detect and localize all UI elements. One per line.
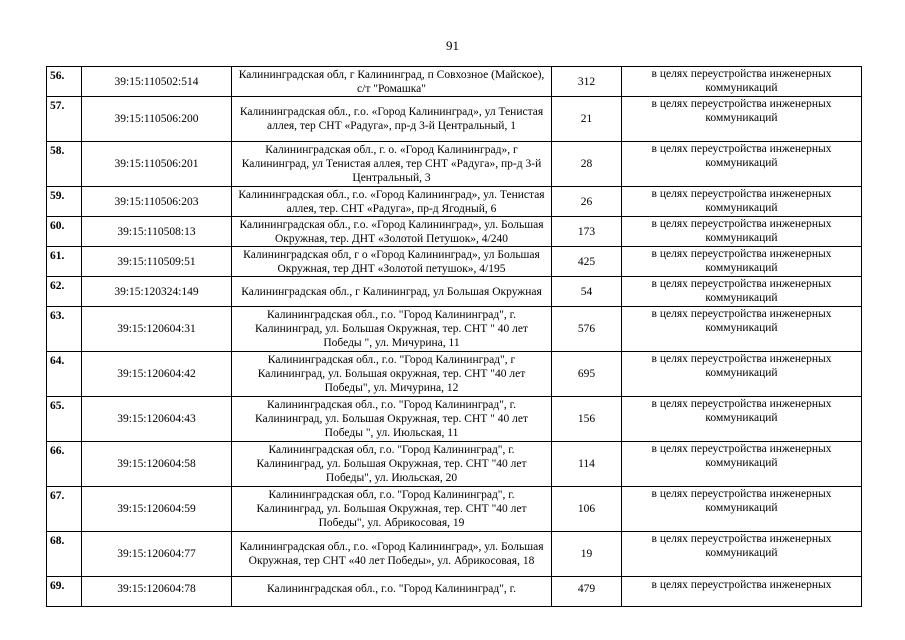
table-row (47, 307, 862, 352)
plot-area: 26 (552, 187, 622, 217)
table-row (47, 532, 862, 577)
plot-purpose: в целях переустройства инженерных коммуникаций (622, 97, 862, 142)
plot-area: 695 (552, 352, 622, 397)
cadastral-number: 39:15:110506:200 (82, 97, 232, 142)
table-row (47, 277, 862, 307)
plot-purpose: в целях переустройства инженерных (622, 577, 862, 607)
cadastral-number: 39:15:120604:77 (82, 532, 232, 577)
table-row (47, 487, 862, 532)
row-number: 56. (47, 67, 82, 97)
row-number: 62. (47, 277, 82, 307)
plot-area: 479 (552, 577, 622, 607)
plot-purpose: в целях переустройства инженерных коммуникаций (622, 187, 862, 217)
table-row (47, 577, 862, 607)
plot-address: Калининградская обл., г.о. «Город Калининград», ул. Большая Окружная, тер. ДНТ «Золотой Петушок», 4/240 (232, 217, 552, 247)
plot-area: 173 (552, 217, 622, 247)
plot-purpose: в целях переустройства инженерных коммуникаций (622, 532, 862, 577)
plot-area: 425 (552, 247, 622, 277)
plot-address: Калининградская обл, г о «Город Калининград», ул Большая Окружная, тер ДНТ «Золотой петушок», 4/195 (232, 247, 552, 277)
plot-address: Калининградская обл, г.о. "Город Калининград", г. Калининград, ул. Большая Окружная, тер. СНТ "40 лет Победы", ул. Июльская, 20 (232, 442, 552, 487)
cadastral-number: 39:15:120604:42 (82, 352, 232, 397)
cadastral-number: 39:15:110506:203 (82, 187, 232, 217)
table-row (47, 97, 862, 142)
row-number: 63. (47, 307, 82, 352)
plot-area: 106 (552, 487, 622, 532)
table-row (47, 187, 862, 217)
plot-area: 312 (552, 67, 622, 97)
cadastral-number: 39:15:120604:31 (82, 307, 232, 352)
plot-area: 114 (552, 442, 622, 487)
plot-address: Калининградская обл, г.о. "Город Калининград", г. Калининград, ул. Большая Окружная, тер. СНТ "40 лет Победы", ул. Абрикосовая, 19 (232, 487, 552, 532)
table-row (47, 442, 862, 487)
table-row (47, 142, 862, 187)
cadastral-number: 39:15:110508:13 (82, 217, 232, 247)
plot-area: 21 (552, 97, 622, 142)
plot-area: 156 (552, 397, 622, 442)
cadastral-number: 39:15:120604:43 (82, 397, 232, 442)
plot-address: Калининградская обл., г. о. «Город Калининград», г Калининград, ул Тенистая аллея, тер СНТ «Радуга», пр-д 3-й Центральный, 3 (232, 142, 552, 187)
row-number: 57. (47, 97, 82, 142)
plot-address: Калининградская обл., г.о. «Город Калининград», ул. Большая Окружная, тер СНТ «40 лет Победы», ул. Абрикосовая, 18 (232, 532, 552, 577)
plot-address: Калининградская обл., г.о. "Город Калининград", г. Калининград, ул. Большая Окружная, тер. СНТ " 40 лет Победы ", ул. Мичурина, 11 (232, 307, 552, 352)
row-number: 66. (47, 442, 82, 487)
row-number: 64. (47, 352, 82, 397)
row-number: 58. (47, 142, 82, 187)
cadastral-number: 39:15:120324:149 (82, 277, 232, 307)
plot-purpose: в целях переустройства инженерных коммуникаций (622, 67, 862, 97)
plot-address: Калининградская обл., г.о. "Город Калининград", г. (232, 577, 552, 607)
plot-purpose: в целях переустройства инженерных коммуникаций (622, 247, 862, 277)
cadastral-number: 39:15:120604:78 (82, 577, 232, 607)
plot-purpose: в целях переустройства инженерных коммуникаций (622, 352, 862, 397)
plot-address: Калининградская обл., г Калининград, ул Большая Окружная (232, 277, 552, 307)
table-row (47, 397, 862, 442)
plot-address: Калининградская обл., г.о. "Город Калининград", г. Калининград, ул. Большая Окружная, тер. СНТ " 40 лет Победы ", ул. Июльская, 11 (232, 397, 552, 442)
plot-area: 576 (552, 307, 622, 352)
table-row (47, 67, 862, 97)
row-number: 65. (47, 397, 82, 442)
plot-area: 54 (552, 277, 622, 307)
table-row (47, 352, 862, 397)
row-number: 68. (47, 532, 82, 577)
plot-address: Калининградская обл., г.о. "Город Калининград", г Калининград, ул. Большая окружная, тер. СНТ "40 лет Победы", ул. Мичурина, 12 (232, 352, 552, 397)
plot-purpose: в целях переустройства инженерных коммуникаций (622, 142, 862, 187)
plot-purpose: в целях переустройства инженерных коммуникаций (622, 397, 862, 442)
row-number: 69. (47, 577, 82, 607)
plot-area: 19 (552, 532, 622, 577)
plot-purpose: в целях переустройства инженерных коммуникаций (622, 487, 862, 532)
plot-purpose: в целях переустройства инженерных коммуникаций (622, 277, 862, 307)
cadastral-number: 39:15:110509:51 (82, 247, 232, 277)
cadastral-number: 39:15:120604:59 (82, 487, 232, 532)
row-number: 60. (47, 217, 82, 247)
table-row (47, 247, 862, 277)
land-plots-table (46, 66, 862, 607)
page-number: 91 (446, 38, 459, 53)
plot-purpose: в целях переустройства инженерных коммуникаций (622, 442, 862, 487)
plot-area: 28 (552, 142, 622, 187)
plot-address: Калининградская обл., г.о. «Город Калининград», ул. Тенистая аллея, тер. СНТ «Радуга», пр-д Ягодный, 6 (232, 187, 552, 217)
plot-address: Калининградская обл., г.о. «Город Калининград», ул Тенистая аллея, тер СНТ «Радуга», пр-д 3-й Центральный, 1 (232, 97, 552, 142)
cadastral-number: 39:15:120604:58 (82, 442, 232, 487)
cadastral-number: 39:15:110502:514 (82, 67, 232, 97)
row-number: 61. (47, 247, 82, 277)
plot-purpose: в целях переустройства инженерных коммуникаций (622, 217, 862, 247)
row-number: 59. (47, 187, 82, 217)
plot-address: Калининградская обл, г Калининград, п Совхозное (Майское), с/т "Ромашка" (232, 67, 552, 97)
cadastral-number: 39:15:110506:201 (82, 142, 232, 187)
plot-purpose: в целях переустройства инженерных коммуникаций (622, 307, 862, 352)
table-row (47, 217, 862, 247)
row-number: 67. (47, 487, 82, 532)
